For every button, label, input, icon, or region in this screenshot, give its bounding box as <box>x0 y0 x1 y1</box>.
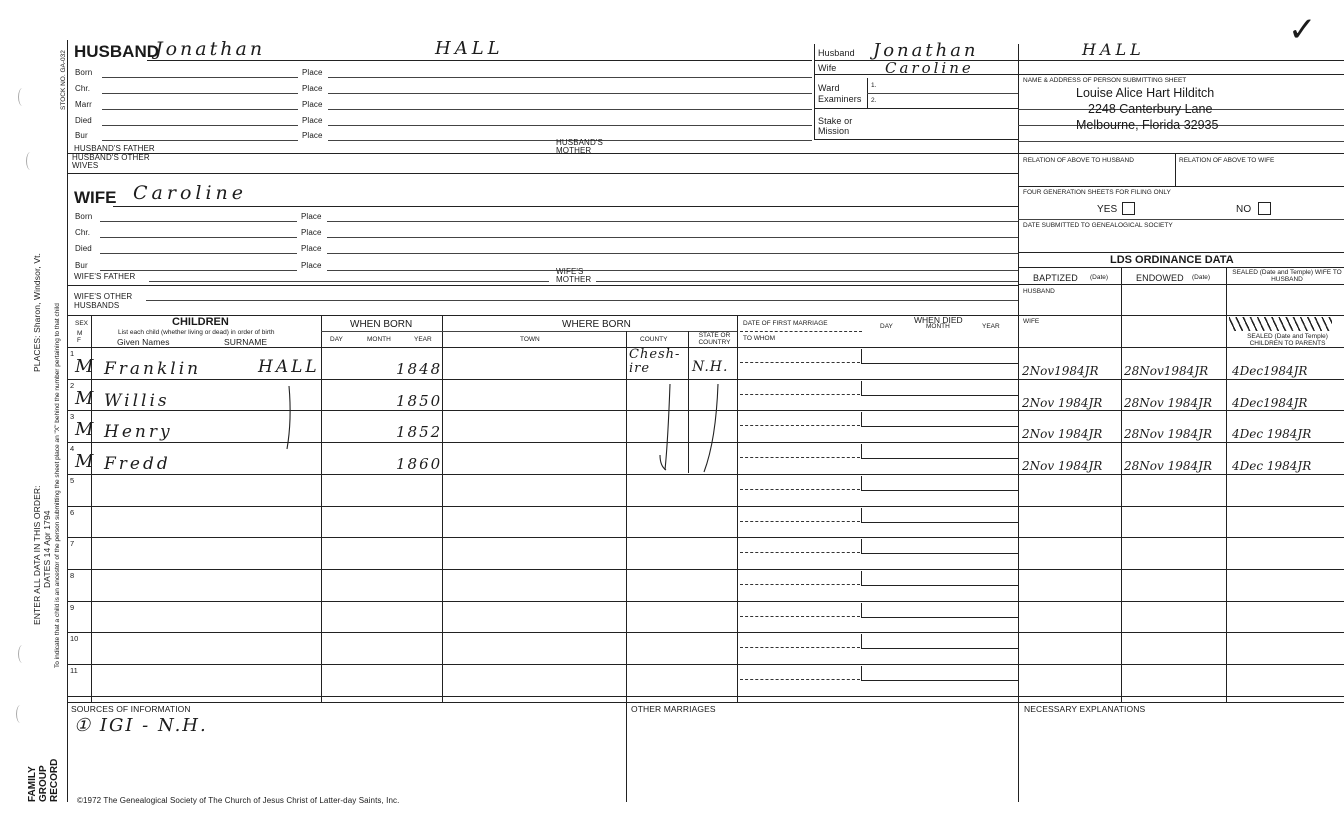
first-marriage-header: DATE OF FIRST MARRIAGE <box>743 320 828 327</box>
wife-born-place-label: Place <box>301 212 322 221</box>
no-label: NO <box>1236 204 1252 215</box>
sources-label: SOURCES OF INFORMATION <box>71 704 191 714</box>
child-number: 1 <box>70 349 75 358</box>
husband-died-label: Died <box>75 116 92 125</box>
husband-other-wives-label: HUSBAND'S OTHER WIVES <box>72 153 150 170</box>
husband-died-place-label: Place <box>302 116 323 125</box>
dates-note: DATES 14 Apr 1794 <box>42 510 52 588</box>
baptized-header: BAPTIZED <box>1033 273 1078 283</box>
child-sealed: 4Dec1984JR <box>1232 396 1308 410</box>
husband-marr-label: Marr <box>75 100 92 109</box>
relation-husband-label: RELATION OF ABOVE TO HUSBAND <box>1023 157 1134 164</box>
child-sex: M <box>75 451 95 472</box>
husband-father-label: HUSBAND'S FATHER <box>74 144 155 153</box>
husband-born-label: Born <box>75 68 93 77</box>
child-given-name: Fredd <box>104 454 171 474</box>
lds-wife-row: WIFE <box>1023 318 1040 325</box>
children-header: CHILDREN <box>172 316 229 328</box>
child-endowed: 28Nov 1984JR <box>1124 396 1212 410</box>
husband-bur-place-label: Place <box>302 131 323 140</box>
places-note: PLACES: Sharon, Windsor, Vt. <box>32 252 42 372</box>
child-sealed: 4Dec1984JR <box>1232 364 1308 378</box>
child-sex: M <box>75 388 95 409</box>
child-sex: M <box>75 356 95 377</box>
examiner-1: 1. <box>871 82 877 89</box>
to-whom-header: TO WHOM <box>743 335 776 342</box>
child-number: 5 <box>70 476 75 485</box>
ward-examiners-label: Ward Examiners <box>818 83 862 104</box>
binding-mark <box>18 645 27 663</box>
wife-died-label: Died <box>75 244 92 253</box>
child-birth-year: 1850 <box>396 392 443 410</box>
wife-bur-place-label: Place <box>301 261 322 270</box>
when-born-header: WHEN BORN <box>350 319 413 330</box>
child-given-name: Franklin <box>104 359 202 379</box>
husband-marr-place-label: Place <box>302 100 323 109</box>
died-month-header: MONTH <box>926 323 950 330</box>
husband-label: HUSBAND <box>74 42 159 61</box>
town-header: TOWN <box>520 336 540 343</box>
child-number: 7 <box>70 539 75 548</box>
child-baptized: 2Nov 1984JR <box>1022 396 1103 410</box>
baptized-date-note: (Date) <box>1090 274 1109 281</box>
child-number: 11 <box>70 666 78 675</box>
endowed-header: ENDOWED <box>1136 273 1184 283</box>
child-baptized: 2Nov1984JR <box>1022 364 1099 378</box>
child-state: N.H. <box>692 359 729 375</box>
when-died-header: WHEN DIED <box>914 315 963 325</box>
submitter-name: Louise Alice Hart Hilditch <box>1076 86 1215 100</box>
stake-mission-label: Stake or Mission <box>818 116 853 136</box>
child-sealed: 4Dec 1984JR <box>1232 459 1312 473</box>
child-given-name: Willis <box>104 391 170 411</box>
child-number: 2 <box>70 381 75 390</box>
copyright: ©1972 The Genealogical Society of The Church of Jesus Christ of Latter-day Saints, Inc. <box>77 796 400 805</box>
enter-data-note: ENTER ALL DATA IN THIS ORDER: <box>32 485 42 625</box>
child-baptized: 2Nov 1984JR <box>1022 427 1103 441</box>
ancestor-instruction: To indicate that a child is an ancestor of the person submitting the sheet place an "X" behind the number pertaining to that child <box>54 303 61 668</box>
child-birth-year: 1852 <box>396 423 443 441</box>
child-sealed: 4Dec 1984JR <box>1232 427 1312 441</box>
checkmark: ✓ <box>1288 10 1318 50</box>
endowed-date-note: (Date) <box>1192 274 1211 281</box>
sealed-wife-header: SEALED (Date and Temple) WIFE TO HUSBAND <box>1232 269 1342 283</box>
sex-header: SEX <box>75 320 89 327</box>
born-day-header: DAY <box>330 336 343 343</box>
binding-mark <box>16 705 25 723</box>
child-given-name: Henry <box>104 422 173 442</box>
relation-wife-label: RELATION OF ABOVE TO WIFE <box>1179 157 1275 164</box>
wife-chr-label: Chr. <box>75 228 91 237</box>
wife-chr-place-label: Place <box>301 228 322 237</box>
other-marriages-label: OTHER MARRIAGES <box>631 704 716 714</box>
child-number: 3 <box>70 412 75 421</box>
form-title: FAMILY GROUP RECORD <box>27 758 60 802</box>
wife-born-label: Born <box>75 212 93 221</box>
child-county: Chesh-ire <box>629 347 681 376</box>
four-generation-label: FOUR GENERATION SHEETS FOR FILING ONLY <box>1023 189 1171 196</box>
child-sex: M <box>75 419 95 440</box>
county-header: COUNTY <box>640 336 668 343</box>
wife-name: Caroline <box>133 182 248 204</box>
summary-wife-name: Caroline <box>885 59 974 77</box>
child-surname: HALL <box>258 357 320 377</box>
binding-mark <box>18 88 27 106</box>
child-number: 9 <box>70 603 75 612</box>
given-names-header: Given Names <box>117 337 170 347</box>
yes-label: YES <box>1097 204 1118 215</box>
wife-label: WIFE <box>74 188 117 207</box>
summary-husband-given: Jonathan <box>873 40 979 61</box>
child-endowed: 28Nov1984JR <box>1124 364 1209 378</box>
husband-born-place-label: Place <box>302 68 323 77</box>
born-year-header: YEAR <box>414 336 432 343</box>
child-number: 4 <box>70 444 75 453</box>
sources-text: ① IGI - N.H. <box>74 715 208 736</box>
sealed-children-header: SEALED (Date and Temple) CHILDREN TO PARENTS <box>1247 333 1328 347</box>
submitter-street: 2248 Canterbury Lane <box>1088 102 1213 116</box>
children-note: List each child (whether living or dead) in order of birth <box>118 329 275 336</box>
child-birth-year: 1860 <box>396 455 443 473</box>
submitter-label: NAME & ADDRESS OF PERSON SUBMITTING SHEET <box>1023 77 1187 84</box>
examiner-2: 2. <box>871 97 877 104</box>
mf-header: M F <box>77 330 83 344</box>
lds-title: LDS ORDINANCE DATA <box>1110 254 1234 266</box>
husband-mother-label: HUSBAND'S MOTHER <box>556 138 603 155</box>
husband-chr-label: Chr. <box>75 84 91 93</box>
stock-number: STOCK NO. GA-032 <box>60 50 67 110</box>
born-month-header: MONTH <box>367 336 391 343</box>
wife-bur-label: Bur <box>75 261 88 270</box>
wife-mother-label: WIFE'S MOTHER <box>556 267 592 284</box>
summary-wife-label: Wife <box>818 63 837 73</box>
submitter-city: Melbourne, Florida 32935 <box>1076 118 1219 132</box>
summary-husband-surname: HALL <box>1082 40 1145 59</box>
where-born-header: WHERE BORN <box>562 319 631 330</box>
wife-father-label: WIFE'S FATHER <box>74 272 136 281</box>
child-number: 10 <box>70 634 79 643</box>
child-number: 6 <box>70 508 75 517</box>
binding-mark <box>26 152 35 170</box>
necessary-explanations-label: NECESSARY EXPLANATIONS <box>1024 704 1146 714</box>
state-header: STATE OR COUNTRY <box>698 332 731 346</box>
child-birth-year: 1848 <box>396 360 443 378</box>
husband-surname: HALL <box>435 38 504 59</box>
child-endowed: 28Nov 1984JR <box>1124 459 1212 473</box>
husband-given-name: Jonathan <box>155 38 266 60</box>
child-baptized: 2Nov 1984JR <box>1022 459 1103 473</box>
lds-husband-row: HUSBAND <box>1023 288 1055 295</box>
date-submitted-label: DATE SUBMITTED TO GENEALOGICAL SOCIETY <box>1023 222 1173 229</box>
surname-header: SURNAME <box>224 337 268 347</box>
wife-other-husbands-label: WIFE'S OTHER HUSBANDS <box>74 292 133 310</box>
died-day-header: DAY <box>880 323 893 330</box>
wife-died-place-label: Place <box>301 244 322 253</box>
child-number: 8 <box>70 571 75 580</box>
husband-chr-place-label: Place <box>302 84 323 93</box>
child-endowed: 28Nov 1984JR <box>1124 427 1212 441</box>
husband-bur-label: Bur <box>75 131 88 140</box>
summary-husband-label: Husband <box>818 48 855 58</box>
died-year-header: YEAR <box>982 323 1000 330</box>
